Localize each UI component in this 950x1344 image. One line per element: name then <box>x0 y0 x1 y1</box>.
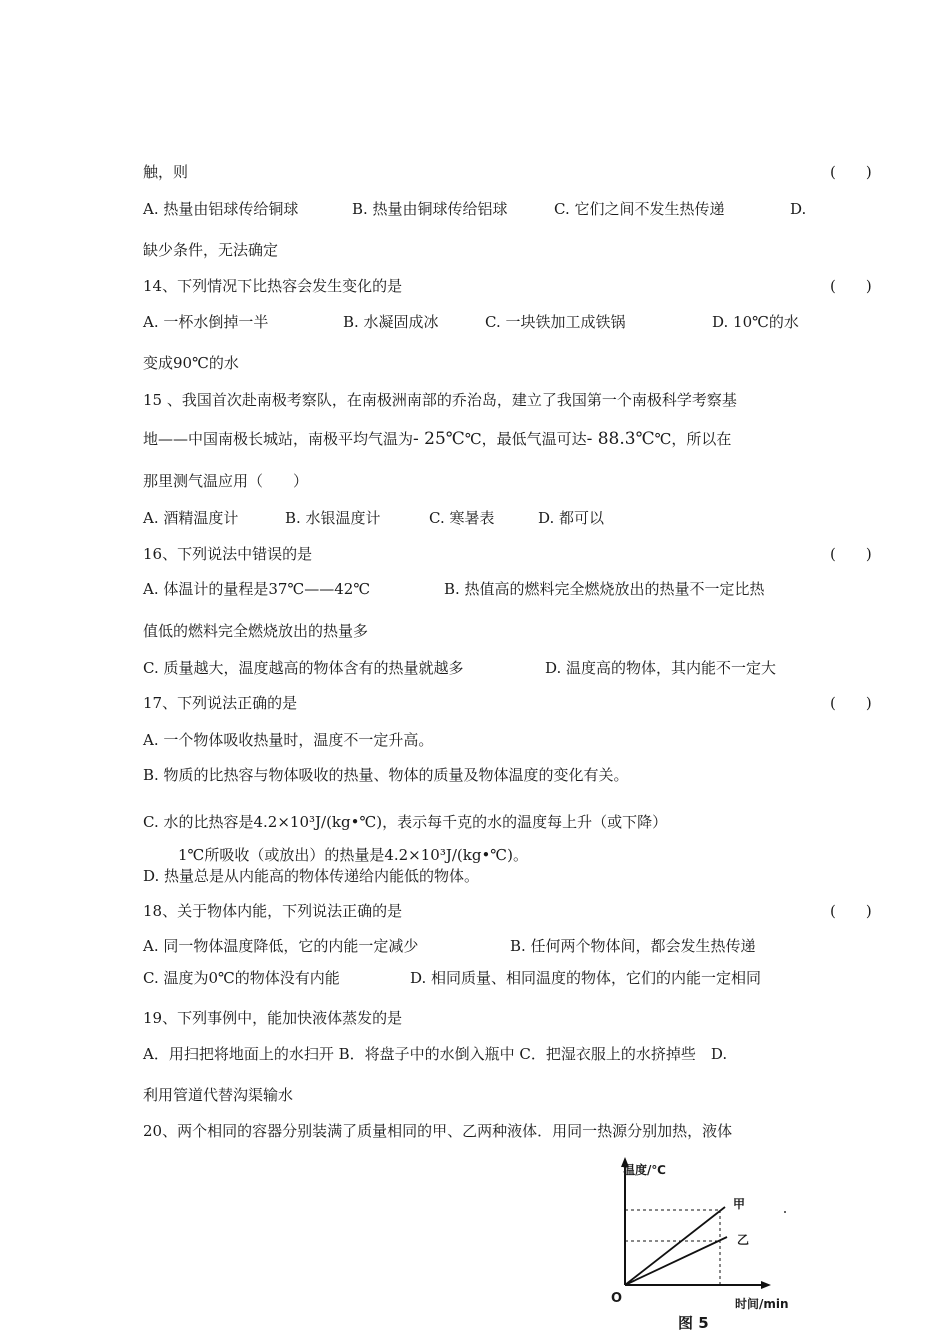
q16-option-c: C. 质量越大，温度越高的物体含有的热量就越多 <box>143 659 464 677</box>
series-label-jia: 甲 <box>733 1197 746 1211</box>
q19-option-d-cont: 利用管道代替沟渠输水 <box>143 1086 294 1104</box>
q16-option-a: A. 体温计的量程是37℃——42℃ <box>143 580 371 598</box>
q20-stem: 20、两个相同的容器分别装满了质量相同的甲、乙两种液体．用同一热源分别加热，液体 <box>143 1122 733 1140</box>
q17-option-b: B. 物质的比热容与物体吸收的热量、物体的质量及物体温度的变化有关。 <box>143 766 629 784</box>
q14-option-d: D. 10℃的水 <box>712 313 799 331</box>
q15-line2-b: ℃，最低气温可达 <box>464 430 587 448</box>
q17-option-a: A. 一个物体吸收热量时，温度不一定升高。 <box>143 731 434 749</box>
graph-svg <box>605 1155 805 1315</box>
q14-option-a: A. 一杯水倒掉一半 <box>143 313 269 331</box>
x-axis-label: 时间/min <box>735 1297 789 1311</box>
q17-option-c: C. 水的比热容是4.2×10³J/(kg•℃)，表示每千克的水的温度每上升（或下降） <box>143 813 668 831</box>
q19-stem: 19、下列事例中，能加快液体蒸发的是 <box>143 1009 403 1027</box>
q13-option-d-cont: 缺少条件，无法确定 <box>143 241 279 259</box>
q15-line1: 15 、我国首次赴南极考察队，在南极洲南部的乔治岛，建立了我国第一个南极科学考察基 <box>143 391 737 409</box>
q15-min-temp: - 88.3℃ <box>586 429 655 449</box>
stray-dot <box>784 1211 786 1213</box>
q19-options: A．用扫把将地面上的水扫开 B．将盘子中的水倒入瓶中 C．把湿衣服上的水挤掉些 D. <box>143 1045 728 1063</box>
y-axis-label: 温度/℃ <box>623 1163 666 1177</box>
x-axis-arrow-icon <box>761 1281 771 1289</box>
answer-blank-q14: ( ) <box>830 277 872 295</box>
q14-option-d-cont: 变成90℃的水 <box>143 354 239 372</box>
q15-line2 <box>143 430 731 448</box>
q18-option-b: B. 任何两个物体间，都会发生热传递 <box>510 937 756 955</box>
series-label-yi: 乙 <box>737 1233 750 1247</box>
q13-option-b: B. 热量由铜球传给铝球 <box>352 200 508 218</box>
q13-stem-cont: 触，则 <box>143 163 189 181</box>
q14-stem: 14、下列情况下比热容会发生变化的是 <box>143 277 403 295</box>
q15-line2-c: ℃，所以在 <box>654 430 732 448</box>
q18-option-a: A. 同一物体温度降低，它的内能一定减少 <box>143 937 419 955</box>
q15-avg-temp: - 25℃ <box>413 429 465 449</box>
q15-option-a: A. 酒精温度计 <box>143 509 239 527</box>
answer-blank-q17: ( ) <box>830 694 872 712</box>
series-line-jia <box>625 1207 725 1285</box>
q18-option-d: D. 相同质量、相同温度的物体，它们的内能一定相同 <box>410 969 762 987</box>
q15-option-d: D. 都可以 <box>538 509 605 527</box>
q18-option-c: C. 温度为0℃的物体没有内能 <box>143 969 340 987</box>
q14-option-b: B. 水凝固成冰 <box>343 313 439 331</box>
q15-line3: 那里测气温应用（ ） <box>143 472 309 490</box>
q16-stem: 16、下列说法中错误的是 <box>143 545 313 563</box>
origin-label: O <box>611 1291 623 1306</box>
q17-option-c-cont: 1℃所吸收（或放出）的热量是4.2×10³J/(kg•℃)。 <box>178 846 528 864</box>
q16-option-b-cont: 值低的燃料完全燃烧放出的热量多 <box>143 622 369 640</box>
answer-blank-q13: ( ) <box>830 163 872 181</box>
q15-line2-a: 地——中国南极长城站，南极平均气温为 <box>143 430 414 448</box>
answer-blank-q16: ( ) <box>830 545 872 563</box>
q17-option-d: D. 热量总是从内能高的物体传递给内能低的物体。 <box>143 867 480 885</box>
q15-option-c: C. 寒暑表 <box>429 509 495 527</box>
answer-blank-q18: ( ) <box>830 902 872 920</box>
q18-stem: 18、关于物体内能，下列说法正确的是 <box>143 902 403 920</box>
figure-caption: 图 5 <box>678 1314 709 1332</box>
q15-option-b: B. 水银温度计 <box>285 509 381 527</box>
q16-option-b: B. 热值高的燃料完全燃烧放出的热量不一定比热 <box>444 580 765 598</box>
q13-option-d: D. <box>790 200 807 218</box>
q16-option-d: D. 温度高的物体，其内能不一定大 <box>545 659 777 677</box>
q13-option-a: A. 热量由铝球传给铜球 <box>143 200 299 218</box>
q14-option-c: C. 一块铁加工成铁锅 <box>485 313 626 331</box>
q17-stem: 17、下列说法正确的是 <box>143 694 298 712</box>
q13-option-c: C. 它们之间不发生热传递 <box>554 200 725 218</box>
